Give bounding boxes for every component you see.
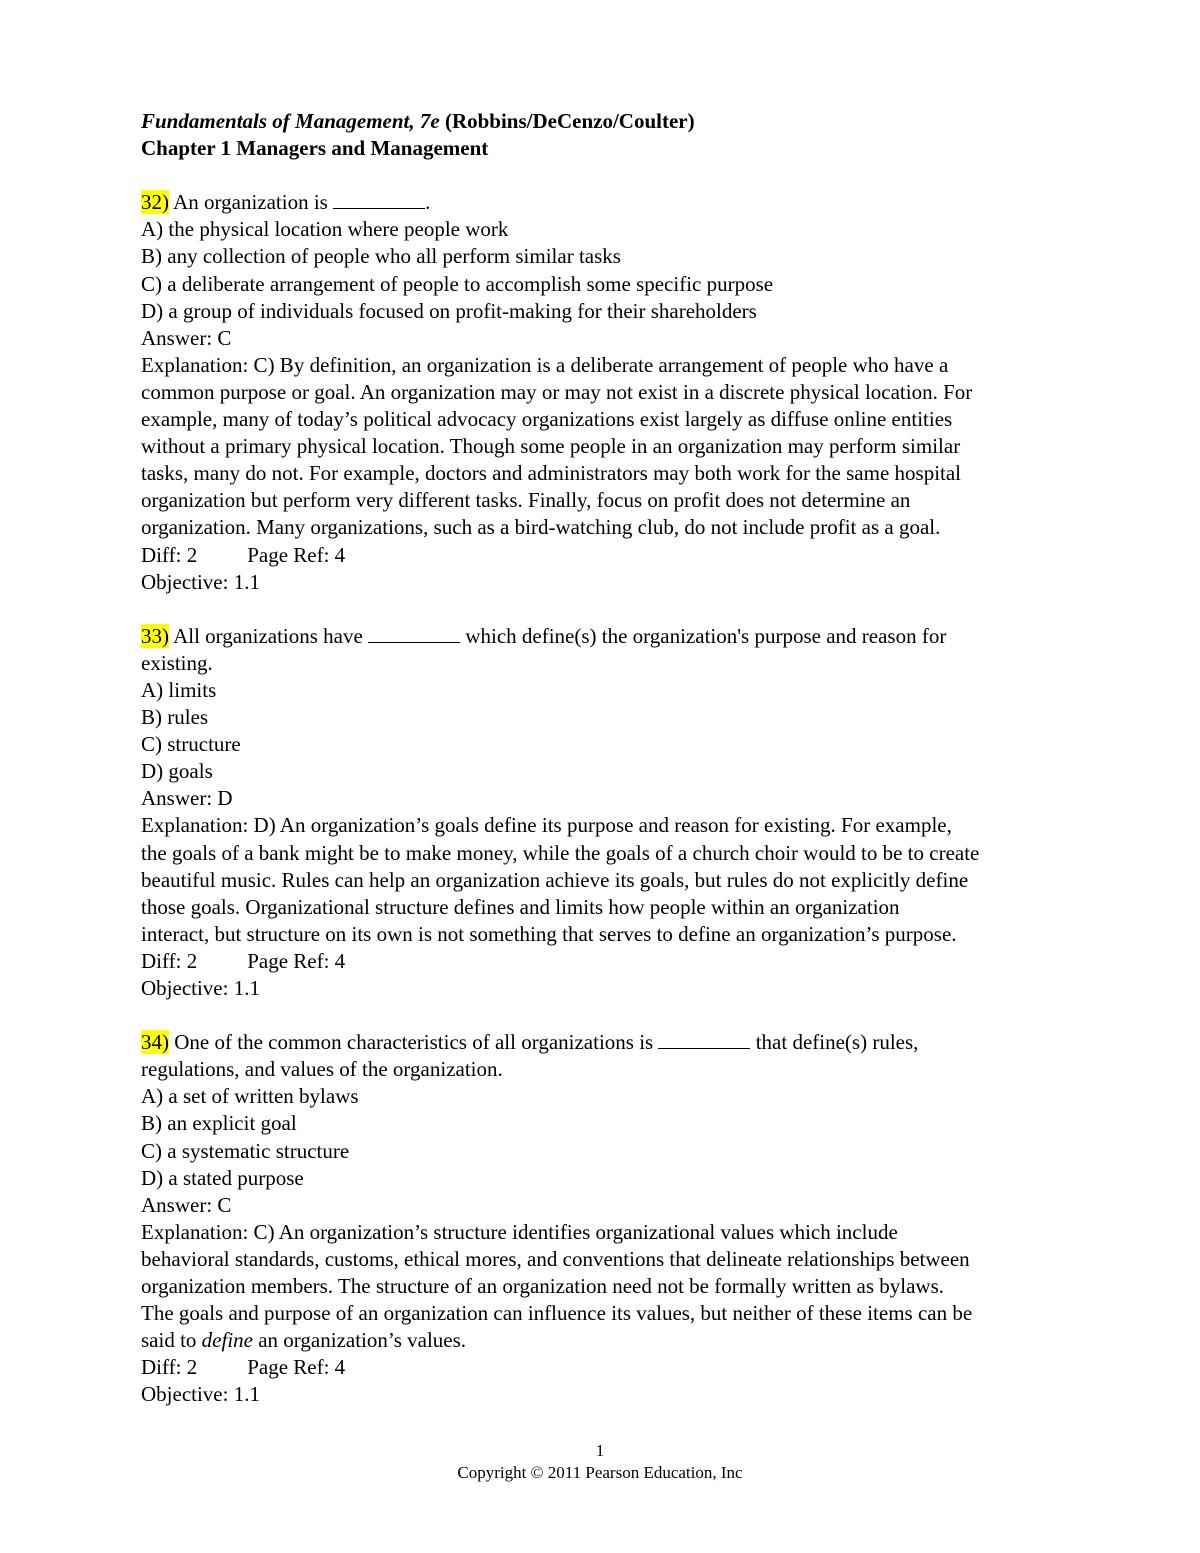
option-d: D) goals bbox=[141, 759, 213, 784]
fill-in-blank bbox=[658, 1031, 750, 1049]
page-ref: Page Ref: 4 bbox=[247, 1355, 346, 1380]
book-authors: (Robbins/DeCenzo/Coulter) bbox=[444, 109, 695, 133]
explanation-line: The goals and purpose of an organization can influence its values, but neither of these items can be bbox=[141, 1301, 973, 1326]
document-page bbox=[141, 108, 1071, 1409]
explanation-text: said to bbox=[141, 1328, 202, 1353]
explanation-line: organization. Many organizations, such as a bird-watching club, do not include profit as a goal. bbox=[141, 515, 941, 540]
option-c: C) a systematic structure bbox=[141, 1138, 350, 1163]
option-a: A) limits bbox=[141, 677, 217, 702]
book-title: Fundamentals of Management, 7e bbox=[141, 109, 440, 133]
diff-page-ref bbox=[141, 948, 1071, 975]
answer: Answer: C bbox=[141, 325, 232, 350]
diff-page-ref bbox=[141, 542, 1071, 569]
explanation-line: example, many of today’s political advocacy organizations exist largely as diffuse online entities bbox=[141, 407, 953, 432]
page-ref: Page Ref: 4 bbox=[247, 542, 346, 567]
explanation-line: Explanation: D) An organization’s goals define its purpose and reason for existing. For example, bbox=[141, 813, 952, 838]
page-number: 1 bbox=[595, 1441, 605, 1460]
explanation-line: organization members. The structure of an organization need not be formally written as bylaws. bbox=[141, 1274, 945, 1299]
option-d: D) a stated purpose bbox=[141, 1165, 304, 1190]
book-title-line bbox=[141, 108, 1071, 135]
explanation-line: interact, but structure on its own is not something that serves to define an organization’s purpose. bbox=[141, 921, 957, 946]
answer: Answer: C bbox=[141, 1192, 232, 1217]
objective: Objective: 1.1 bbox=[141, 569, 260, 594]
option-b: B) an explicit goal bbox=[141, 1111, 297, 1136]
question-stem-line2: regulations, and values of the organization. bbox=[141, 1057, 503, 1082]
diff-page-ref bbox=[141, 1354, 1071, 1381]
question-stem bbox=[141, 1029, 1071, 1056]
diff: Diff: 2 bbox=[141, 948, 198, 973]
option-c: C) structure bbox=[141, 732, 241, 757]
explanation-line: common purpose or goal. An organization may or may not exist in a discrete physical location. For bbox=[141, 379, 973, 404]
stem-text-end: which define(s) the organization's purpose and reason for bbox=[460, 623, 947, 648]
option-a: A) a set of written bylaws bbox=[141, 1084, 359, 1109]
explanation-line: Explanation: C) An organization’s structure identifies organizational values which include bbox=[141, 1219, 898, 1244]
spacer bbox=[141, 596, 1071, 623]
option-d: D) a group of individuals focused on profit-making for their shareholders bbox=[141, 298, 757, 323]
spacer bbox=[141, 162, 1071, 189]
stem-text-end: that define(s) rules, bbox=[750, 1030, 919, 1055]
emphasized-word: define bbox=[201, 1328, 253, 1353]
question-stem-line2: existing. bbox=[141, 650, 213, 675]
explanation-line bbox=[141, 1327, 1071, 1354]
explanation-line: those goals. Organizational structure defines and limits how people within an organization bbox=[141, 894, 900, 919]
question-32 bbox=[141, 189, 1071, 595]
question-number: 32) bbox=[141, 190, 169, 215]
spacer bbox=[141, 1002, 1071, 1029]
explanation-line: the goals of a bank might be to make money, while the goals of a church choir would to be to create bbox=[141, 840, 980, 865]
answer: Answer: D bbox=[141, 786, 233, 811]
option-c: C) a deliberate arrangement of people to accomplish some specific purpose bbox=[141, 271, 774, 296]
copyright-notice: Copyright © 2011 Pearson Education, Inc bbox=[457, 1463, 743, 1482]
question-stem bbox=[141, 623, 1071, 650]
explanation-line: tasks, many do not. For example, doctors and administrators may both work for the same hospital bbox=[141, 461, 962, 486]
stem-text: An organization is bbox=[173, 190, 334, 215]
explanation-line: Explanation: C) By definition, an organization is a deliberate arrangement of people who have a bbox=[141, 352, 949, 377]
explanation-line: without a primary physical location. Though some people in an organization may perform similar bbox=[141, 434, 961, 459]
chapter-title: Chapter 1 Managers and Management bbox=[141, 136, 489, 161]
diff: Diff: 2 bbox=[141, 542, 198, 567]
stem-text-end: . bbox=[425, 190, 431, 215]
explanation-text-end: an organization’s values. bbox=[252, 1328, 467, 1353]
explanation-line: behavioral standards, customs, ethical mores, and conventions that delineate relationships between bbox=[141, 1246, 970, 1271]
option-a: A) the physical location where people work bbox=[141, 217, 509, 242]
explanation-line: organization but perform very different tasks. Finally, focus on profit does not determine an bbox=[141, 488, 911, 513]
question-33 bbox=[141, 623, 1071, 1002]
objective: Objective: 1.1 bbox=[141, 976, 260, 1000]
diff: Diff: 2 bbox=[141, 1355, 198, 1380]
fill-in-blank bbox=[368, 625, 460, 643]
question-number: 33) bbox=[141, 623, 169, 648]
question-34 bbox=[141, 1029, 1071, 1408]
explanation-line: beautiful music. Rules can help an organization achieve its goals, but rules do not explicitly define bbox=[141, 867, 969, 892]
objective: Objective: 1.1 bbox=[141, 1382, 260, 1407]
page-ref: Page Ref: 4 bbox=[247, 948, 346, 973]
option-b: B) rules bbox=[141, 705, 209, 730]
stem-text: All organizations have bbox=[173, 623, 369, 648]
stem-text: One of the common characteristics of all organizations is bbox=[174, 1030, 659, 1055]
question-number: 34) bbox=[141, 1030, 169, 1055]
option-b: B) any collection of people who all perform similar tasks bbox=[141, 244, 621, 269]
fill-in-blank bbox=[333, 191, 425, 209]
question-stem bbox=[141, 189, 1071, 216]
